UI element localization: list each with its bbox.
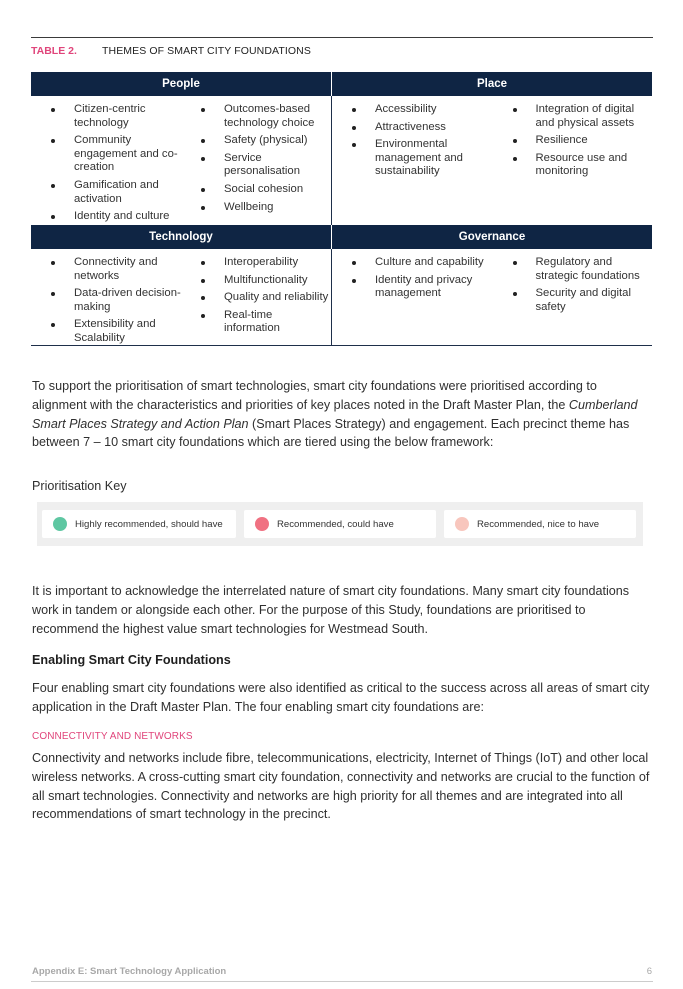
list-item: Citizen-centric technology	[50, 103, 181, 130]
list-item: Service personalisation	[200, 152, 331, 179]
top-rule	[31, 37, 653, 38]
technology-cell	[31, 249, 331, 345]
list-item: Identity and culture	[50, 210, 181, 224]
people-list-2	[181, 96, 331, 225]
table-number: TABLE 2.	[31, 45, 77, 57]
intro-text-start: To support the prioritisation of smart technologies, smart city foundations were prioritised according to alignment with the characteristics and priorities of key places noted in the Draft Master Plan, the	[32, 379, 597, 412]
list-item: Integration of digital and physical assets	[512, 103, 653, 130]
header-place: Place	[331, 72, 652, 96]
governance-list-2	[493, 249, 653, 345]
list-item: Culture and capability	[351, 256, 493, 270]
list-item: Security and digital safety	[512, 287, 653, 314]
table-header-row-1	[31, 72, 652, 96]
place-cell	[331, 96, 652, 225]
intro-text-end: (Smart Places Strategy) and engagement. Each precinct theme has between 7 – 10 smart city foundations which are tiered using the below framework:	[32, 416, 630, 450]
intro-paragraph	[32, 377, 654, 452]
subsection-heading: CONNECTIVITY AND NETWORKS	[32, 731, 193, 742]
key-item-label: Highly recommended, should have	[75, 518, 223, 530]
interrelated-paragraph: It is important to acknowledge the interrelated nature of smart city foundations. Many smart city foundations work in tandem or alongside each other. For the purpose of this Study, foundations are prioritised to recommend the highest value smart technologies for Westmead South.	[32, 584, 630, 636]
technology-list-2	[181, 249, 331, 345]
list-item: Resource use and monitoring	[512, 152, 653, 179]
list-item: Outcomes-based technology choice	[200, 103, 331, 130]
list-item: Accessibility	[351, 103, 493, 117]
list-item: Social cohesion	[200, 183, 331, 197]
strategy-title: Cumberland Smart Places Strategy and Action Plan	[32, 397, 638, 431]
table-title: THEMES OF SMART CITY FOUNDATIONS	[102, 45, 311, 57]
page-number: 6	[646, 966, 652, 977]
section-heading: Enabling Smart City Foundations	[32, 653, 231, 667]
list-item: Multifunctionality	[200, 274, 331, 288]
list-item: Regulatory and strategic foundations	[512, 256, 653, 283]
list-item: Connectivity and networks	[50, 256, 181, 283]
table-body-row-1	[31, 96, 652, 225]
key-item-label: Recommended, could have	[277, 518, 394, 530]
header-people: People	[31, 72, 331, 96]
technology-list-1	[31, 249, 181, 345]
themes-table	[31, 72, 652, 346]
place-list-2	[493, 96, 653, 225]
list-item: Data-driven decision-making	[50, 287, 181, 314]
table-caption	[31, 45, 311, 57]
people-cell	[31, 96, 331, 225]
key-item-high	[42, 510, 236, 538]
header-governance: Governance	[331, 225, 652, 249]
table-header-row-2	[31, 225, 652, 249]
key-item-label: Recommended, nice to have	[477, 518, 600, 530]
connectivity-paragraph: Connectivity and networks include fibre, telecommunications, electricity, Internet of Things (IoT) and other local wireless networks. A cross-cutting smart city foundation, connectivity and networks are crucial to the function of all smart technologies. Connectivity and networks are high priority for all themes and are integrated into all recommendations of smart technology in the precinct.	[32, 751, 650, 822]
pink-dot-icon	[455, 517, 469, 531]
list-item: Safety (physical)	[200, 134, 331, 148]
people-list-1	[31, 96, 181, 225]
list-item: Community engagement and co-creation	[50, 134, 181, 175]
list-item: Extensibility and Scalability	[50, 318, 181, 345]
place-list-1	[332, 96, 493, 225]
list-item: Quality and reliability	[200, 291, 331, 305]
list-item: Gamification and activation	[50, 179, 181, 206]
list-item: Resilience	[512, 134, 653, 148]
governance-list-1	[332, 249, 493, 345]
list-item: Interoperability	[200, 256, 331, 270]
list-item: Wellbeing	[200, 201, 331, 215]
list-item: Environmental management and sustainability	[351, 138, 493, 179]
key-item-low	[444, 510, 636, 538]
footer-title: Appendix E: Smart Technology Application	[32, 966, 227, 977]
prioritisation-key-label: Prioritisation Key	[32, 479, 127, 493]
bottom-rule	[31, 981, 653, 982]
header-technology: Technology	[31, 225, 331, 249]
list-item: Identity and privacy management	[351, 274, 493, 301]
key-item-medium	[244, 510, 436, 538]
table-body-row-2	[31, 249, 652, 345]
prioritisation-key	[37, 502, 643, 546]
green-dot-icon	[53, 517, 67, 531]
list-item: Attractiveness	[351, 121, 493, 135]
list-item: Real-time information	[200, 309, 331, 336]
governance-cell	[331, 249, 652, 345]
enabling-paragraph: Four enabling smart city foundations were also identified as critical to the success across all areas of smart city application in the Draft Master Plan. The four enabling smart city foundations are:	[32, 681, 650, 714]
red-dot-icon	[255, 517, 269, 531]
